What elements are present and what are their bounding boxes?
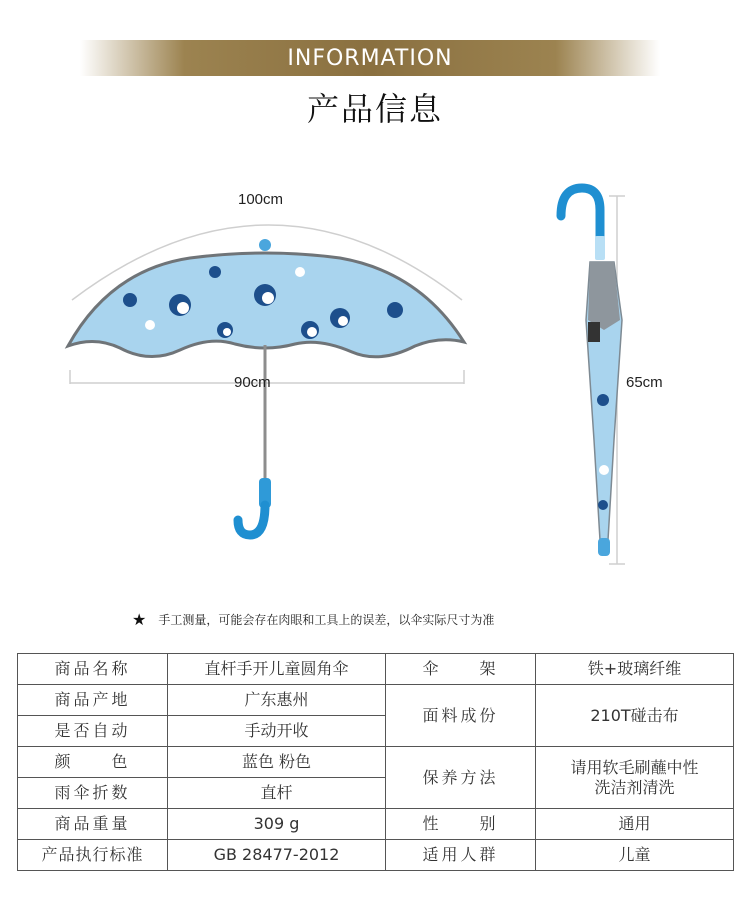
top-width-label: 100cm — [238, 191, 284, 208]
closed-umbrella-handle — [561, 188, 600, 246]
table-row — [18, 809, 734, 840]
spec-label: 雨伞折数 — [18, 778, 168, 809]
spec-label: 适用人群 — [386, 840, 536, 871]
table-row — [18, 654, 734, 685]
spec-value: 210T碰击布 — [536, 685, 734, 747]
spec-value: 通用 — [536, 809, 734, 840]
closed-umbrella — [561, 188, 622, 556]
spec-label: 商品重量 — [18, 809, 168, 840]
spec-label: 面料成份 — [386, 685, 536, 747]
banner-text: INFORMATION — [287, 45, 453, 71]
spec-value: 儿童 — [536, 840, 734, 871]
spec-value: 直杆手开儿童圆角伞 — [168, 654, 386, 685]
length-label: 65cm — [626, 374, 663, 391]
spec-table — [17, 653, 734, 871]
spec-value: 手动开收 — [168, 716, 386, 747]
table-row — [18, 685, 734, 716]
top-tip — [259, 239, 271, 251]
star-icon: ★ — [132, 610, 147, 629]
spec-value: 铁+玻璃纤维 — [536, 654, 734, 685]
spec-value: 309 g — [168, 809, 386, 840]
bottom-width-label: 90cm — [234, 374, 271, 391]
spec-value: 直杆 — [168, 778, 386, 809]
measurement-note — [132, 610, 494, 629]
measurement-note-text: 手工测量，可能会存在肉眼和工具上的误差，以伞实际尺寸为准 — [158, 613, 495, 627]
spec-label: 是否自动 — [18, 716, 168, 747]
spec-value: GB 28477-2012 — [168, 840, 386, 871]
spec-label: 性 别 — [386, 809, 536, 840]
table-row — [18, 840, 734, 871]
spec-value: 广东惠州 — [168, 685, 386, 716]
spec-label: 商品产地 — [18, 685, 168, 716]
spec-value: 蓝色 粉色 — [168, 747, 386, 778]
open-umbrella-handle — [238, 505, 265, 535]
spec-label: 伞 架 — [386, 654, 536, 685]
spec-label: 产品执行标准 — [18, 840, 168, 871]
spec-value: 请用软毛刷蘸中性洗洁剂清洗 — [536, 747, 734, 809]
spec-label: 颜 色 — [18, 747, 168, 778]
table-row — [18, 747, 734, 778]
page-title: 产品信息 — [306, 90, 443, 128]
spec-label: 商品名称 — [18, 654, 168, 685]
spec-label: 保养方法 — [386, 747, 536, 809]
